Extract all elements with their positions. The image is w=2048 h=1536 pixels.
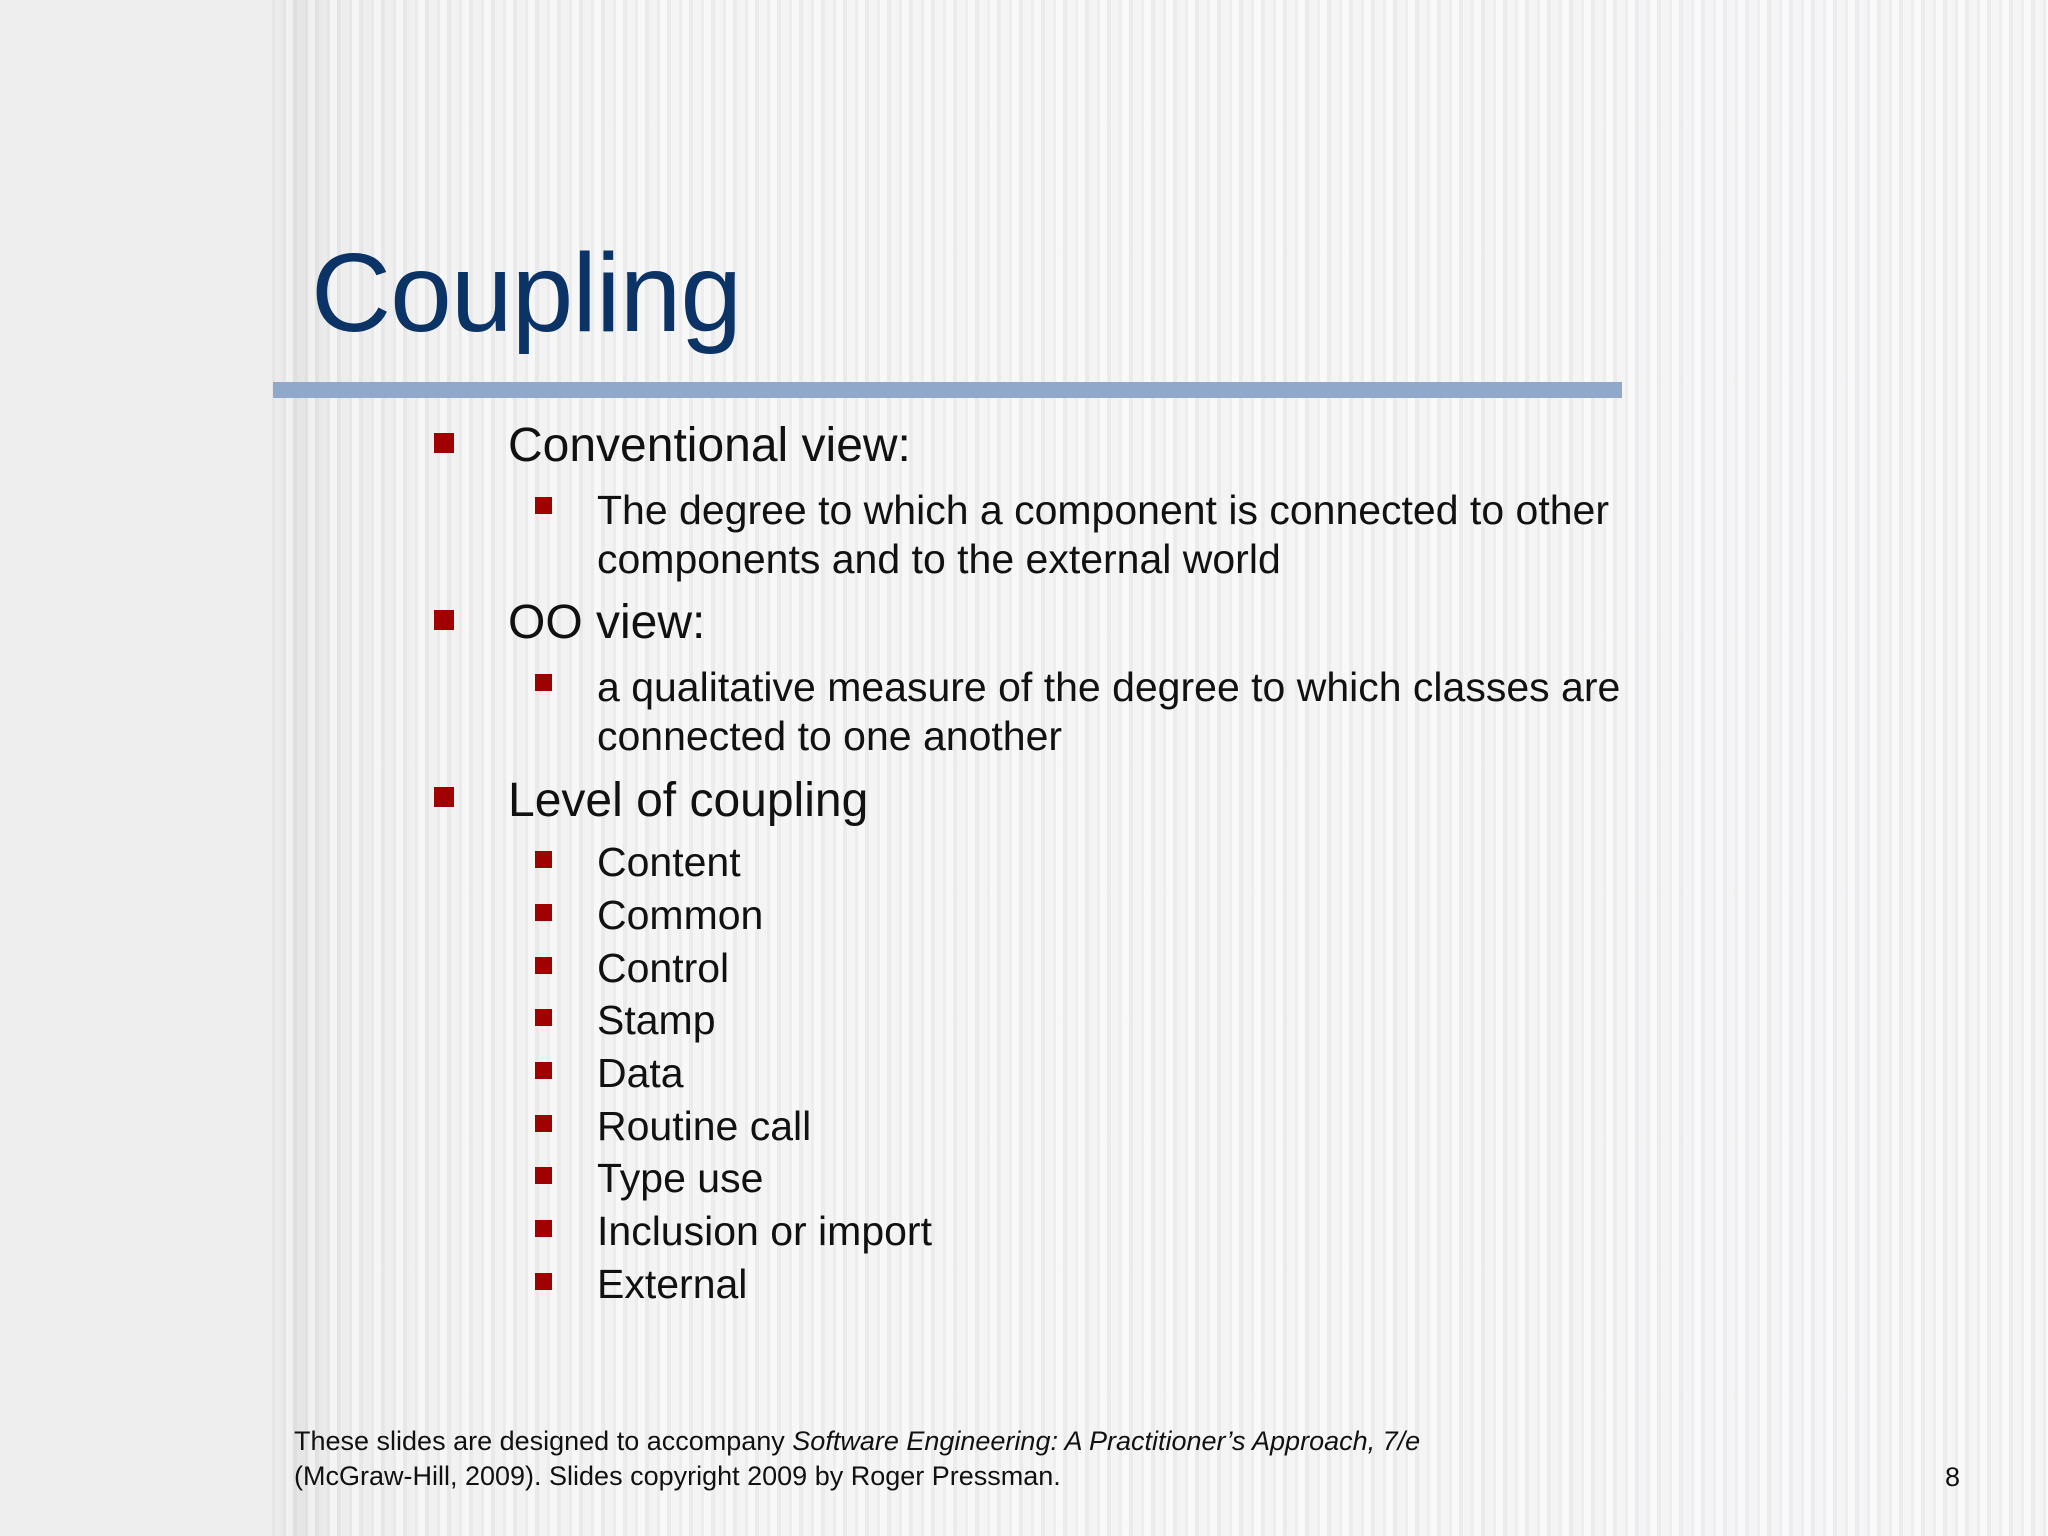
square-bullet-icon [535,851,552,868]
footer-copyright-note [294,1424,1420,1494]
coupling-level-control: Control [597,945,730,991]
slide-left-margin [0,0,272,1536]
square-bullet-icon [535,1220,552,1237]
square-bullet-icon [535,674,552,691]
coupling-level-data: Data [597,1050,684,1096]
bullet-level-of-coupling: Level of coupling [508,774,869,827]
sub-bullet-oo-definition: a qualitative measure of the degree to which classes are connected to one another [597,664,1621,759]
square-bullet-icon [535,1167,552,1184]
footer-line-1 [294,1424,1420,1459]
coupling-level-external: External [597,1261,748,1307]
footer-book-title: Software Engineering: A Practitioner’s Approach, 7/e [792,1426,1421,1456]
square-bullet-icon [535,904,552,921]
square-bullet-icon [535,1115,552,1132]
page-number: 8 [1944,1462,1960,1492]
coupling-level-routine-call: Routine call [597,1103,812,1149]
square-bullet-icon [434,610,454,630]
square-bullet-icon [535,1273,552,1290]
bullet-conventional-view: Conventional view: [508,419,911,472]
bullet-oo-view: OO view: [508,596,706,649]
coupling-level-common: Common [597,892,764,938]
sub-bullet-conventional-definition: The degree to which a component is connected to other components and to the external world [597,487,1609,582]
title-underline [273,382,1622,398]
square-bullet-icon [535,1009,552,1026]
coupling-level-type-use: Type use [597,1155,764,1201]
square-bullet-icon [434,433,454,453]
slide-title: Coupling [311,231,742,355]
coupling-level-content: Content [597,839,741,885]
square-bullet-icon [434,787,454,807]
coupling-level-stamp: Stamp [597,997,716,1043]
square-bullet-icon [535,1062,552,1079]
footer-prefix: These slides are designed to accompany [294,1426,793,1456]
coupling-level-inclusion-or-import: Inclusion or import [597,1208,932,1254]
footer-line-2: (McGraw-Hill, 2009). Slides copyright 2009 by Roger Pressman. [294,1461,1061,1491]
square-bullet-icon [535,957,552,974]
square-bullet-icon [535,497,552,514]
